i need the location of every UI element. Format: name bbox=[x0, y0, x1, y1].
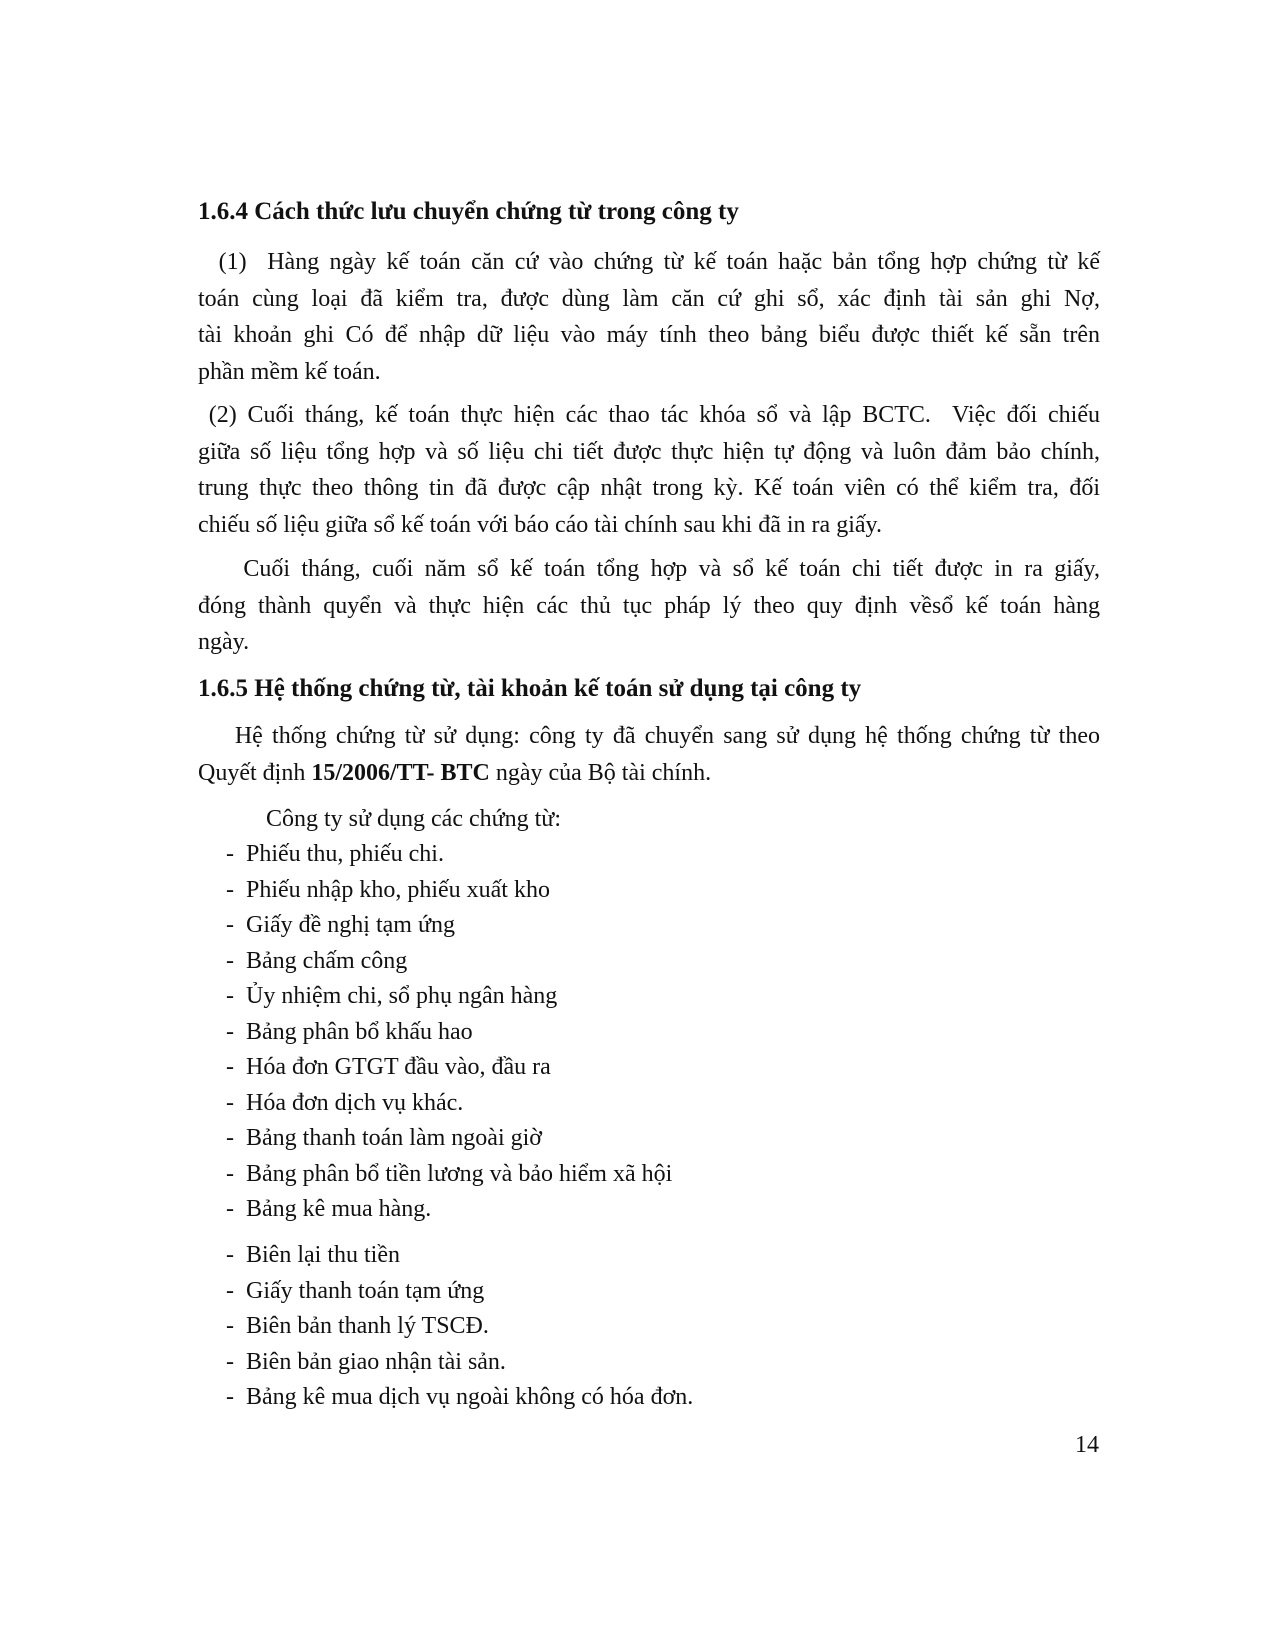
list-dash: - bbox=[226, 1160, 234, 1187]
document-list-item bbox=[226, 1157, 672, 1193]
document-list-group-1 bbox=[226, 837, 672, 1228]
paragraph-line: đóng thành quyển và thực hiện các thủ tục pháp lý theo quy định vềsổ kế toán hàng bbox=[198, 592, 1100, 619]
document-list-item bbox=[226, 1345, 693, 1381]
section-heading-1-6-4: 1.6.4 Cách thức lưu chuyển chứng từ trong công ty bbox=[198, 198, 739, 225]
page-number: 14 bbox=[1075, 1432, 1099, 1458]
list-item-text: Bảng thanh toán làm ngoài giờ bbox=[246, 1125, 542, 1151]
list-item-text: Bảng phân bổ khấu hao bbox=[246, 1018, 473, 1045]
paragraph-line: (2) Cuối tháng, kế toán thực hiện các thao tác khóa sổ và lập BCTC. Việc đối chiếu bbox=[198, 402, 1100, 428]
list-item-text: Biên lại thu tiền bbox=[246, 1242, 400, 1268]
list-item-text: Giấy thanh toán tạm ứng bbox=[246, 1277, 485, 1304]
list-dash: - bbox=[226, 983, 234, 1009]
list-item-text: Phiếu thu, phiếu chi. bbox=[246, 841, 444, 867]
decision-number: 15/2006/TT- BTC bbox=[311, 759, 490, 786]
paragraph-line bbox=[198, 755, 1100, 792]
document-list-item bbox=[226, 1086, 672, 1122]
paragraph-line: toán cùng loại đã kiểm tra, được dùng làm căn cứ ghi sổ, xác định tài sản ghi Nợ, bbox=[198, 285, 1100, 312]
paragraph-line: (1) Hàng ngày kế toán căn cứ vào chứng từ kế toán haặc bản tổng hợp chứng từ kế bbox=[198, 249, 1100, 275]
list-dash: - bbox=[226, 1018, 234, 1045]
document-list-item bbox=[226, 1192, 672, 1228]
list-dash: - bbox=[226, 1089, 234, 1116]
document-list-item bbox=[226, 1380, 693, 1416]
list-item-text: Hóa đơn GTGT đầu vào, đầu ra bbox=[246, 1054, 551, 1080]
list-dash: - bbox=[226, 1242, 234, 1268]
paragraph-line: ngày. bbox=[198, 629, 250, 655]
list-dash: - bbox=[226, 841, 234, 867]
document-list-group-2 bbox=[226, 1238, 693, 1416]
list-item-text: Bảng kê mua hàng. bbox=[246, 1196, 432, 1222]
list-dash: - bbox=[226, 1313, 234, 1339]
list-dash: - bbox=[226, 876, 234, 903]
list-dash: - bbox=[226, 1196, 234, 1222]
document-list-item bbox=[226, 1274, 693, 1310]
list-dash: - bbox=[226, 947, 234, 974]
list-item-text: Biên bản giao nhận tài sản. bbox=[246, 1348, 506, 1375]
list-dash: - bbox=[226, 1348, 234, 1375]
paragraph-line: Cuối tháng, cuối năm sổ kế toán tổng hợp và sổ kế toán chi tiết được in ra giấy, bbox=[198, 556, 1100, 582]
list-dash: - bbox=[226, 1277, 234, 1304]
list-item-text: Bảng kê mua dịch vụ ngoài không có hóa đơn. bbox=[246, 1384, 694, 1410]
list-item-text: Bảng phân bổ tiền lương và bảo hiểm xã hội bbox=[246, 1160, 673, 1187]
paragraph-2 bbox=[198, 397, 1100, 543]
list-dash: - bbox=[226, 912, 234, 938]
list-dash: - bbox=[226, 1054, 234, 1080]
document-list-item bbox=[226, 908, 672, 944]
paragraph-line: tài khoản ghi Có để nhập dữ liệu vào máy tính theo bảng biểu được thiết kế sẵn trên bbox=[198, 322, 1100, 348]
list-dash: - bbox=[226, 1384, 234, 1410]
document-list-item bbox=[226, 1238, 693, 1274]
document-list-item bbox=[226, 1309, 693, 1345]
document-list-item bbox=[226, 1050, 672, 1086]
document-list-item bbox=[226, 944, 672, 980]
list-item-text: Bảng chấm công bbox=[246, 947, 408, 974]
paragraph-line: phần mềm kế toán. bbox=[198, 358, 381, 385]
paragraph-line: chiếu số liệu giữa sổ kế toán với báo cáo tài chính sau khi đã in ra giấy. bbox=[198, 511, 882, 538]
paragraph-4 bbox=[198, 718, 1100, 791]
list-dash: - bbox=[226, 1125, 234, 1151]
list-item-text: Ủy nhiệm chi, sổ phụ ngân hàng bbox=[246, 983, 558, 1009]
document-list-item bbox=[226, 873, 672, 909]
paragraph-line: Hệ thống chứng từ sử dụng: công ty đã chuyển sang sử dụng hệ thống chứng từ theo bbox=[198, 723, 1100, 749]
document-list-item bbox=[226, 1015, 672, 1051]
document-list-item bbox=[226, 1121, 672, 1157]
paragraph-text: ngày của Bộ tài chính. bbox=[489, 759, 712, 786]
paragraph-line: trung thực theo thông tin đã được cập nhật trong kỳ. Kế toán viên có thể kiểm tra, đối bbox=[198, 475, 1100, 501]
section-heading-1-6-5: 1.6.5 Hệ thống chứng từ, tài khoản kế toán sử dụng tại công ty bbox=[198, 675, 862, 702]
list-item-text: Phiếu nhập kho, phiếu xuất kho bbox=[246, 876, 550, 903]
paragraph-1 bbox=[198, 244, 1100, 390]
list-item-text: Giấy đề nghị tạm ứng bbox=[246, 912, 455, 938]
list-item-text: Hóa đơn dịch vụ khác. bbox=[246, 1089, 464, 1116]
list-item-text: Biên bản thanh lý TSCĐ. bbox=[246, 1313, 489, 1339]
document-list-intro: Công ty sử dụng các chứng từ: bbox=[266, 806, 561, 832]
paragraph-text: Quyết định bbox=[198, 759, 312, 786]
document-list-item bbox=[226, 837, 672, 873]
paragraph-3 bbox=[198, 551, 1100, 661]
paragraph-line: giữa số liệu tổng hợp và số liệu chi tiết được thực hiện tự động và luôn đảm bảo chính, bbox=[198, 438, 1100, 465]
document-list-item bbox=[226, 979, 672, 1015]
